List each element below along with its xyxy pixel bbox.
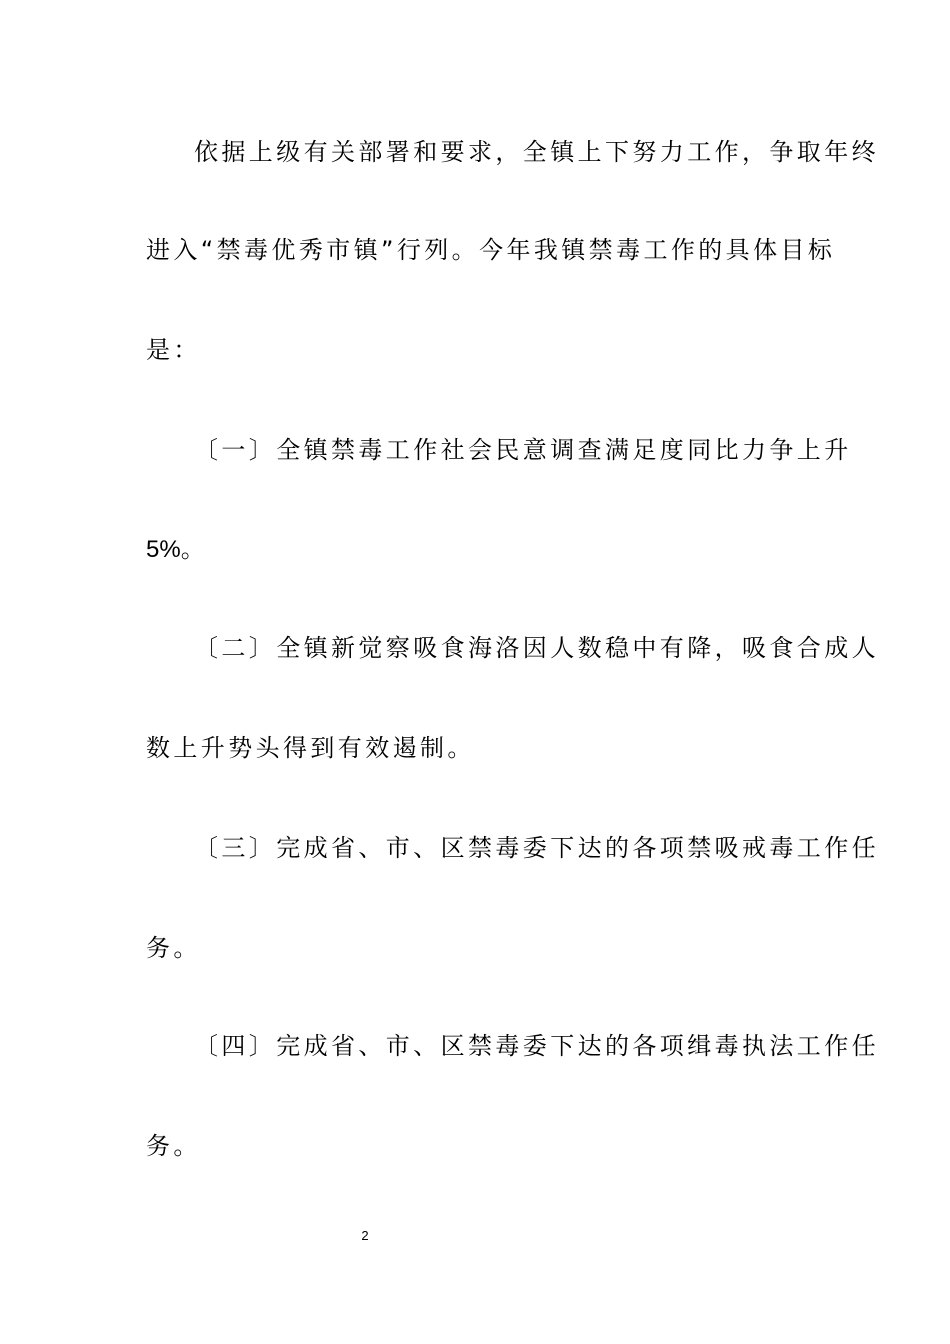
goal-4-line-1: 〔四〕完成省、市、区禁毒委下达的各项缉毒执法工作任 <box>194 1032 879 1060</box>
goal-2-line-1: 〔二〕全镇新觉察吸食海洛因人数稳中有降，吸食合成人 <box>194 634 879 662</box>
page-number: 2 <box>361 1228 369 1243</box>
goal-3-line-1: 〔三〕完成省、市、区禁毒委下达的各项禁吸戒毒工作任 <box>194 834 879 862</box>
paragraph-intro-line-2: 进入“禁毒优秀市镇”行列。今年我镇禁毒工作的具体目标 <box>146 236 836 264</box>
goal-4-line-2: 务。 <box>146 1132 201 1160</box>
goal-1-line-2: 5%。 <box>146 536 205 563</box>
paragraph-intro-line-3: 是： <box>146 336 201 364</box>
paragraph-intro-line-1: 依据上级有关部署和要求，全镇上下努力工作，争取年终 <box>194 138 879 166</box>
goal-1-line-1: 〔一〕全镇禁毒工作社会民意调查满足度同比力争上升 <box>194 436 852 464</box>
goal-2-line-2: 数上升势头得到有效遏制。 <box>146 734 475 762</box>
goal-3-line-2: 务。 <box>146 934 201 962</box>
